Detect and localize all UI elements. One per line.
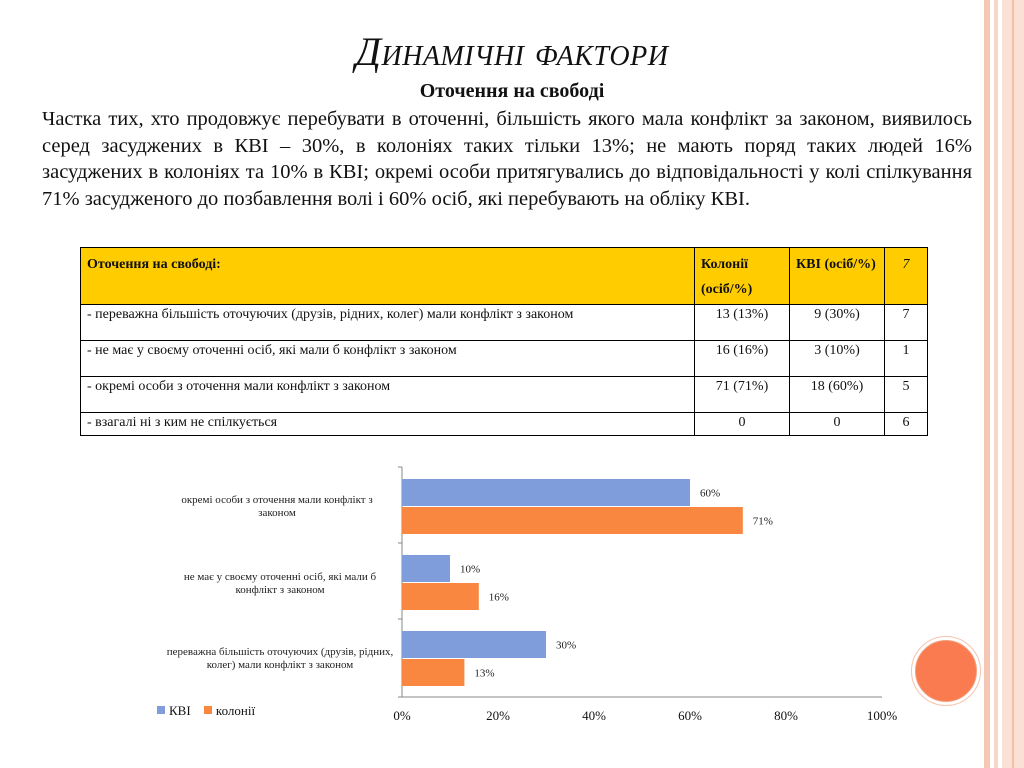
bar <box>402 479 690 506</box>
legend-label: КВІ <box>169 703 191 718</box>
data-label: 10% <box>460 563 481 576</box>
row-rank: 6 <box>885 413 928 436</box>
header-cell-kvi: КВІ (осіб/%) <box>790 248 885 305</box>
data-label: 71% <box>752 515 773 528</box>
x-tick-label: 0% <box>393 708 411 723</box>
data-table <box>80 247 928 436</box>
table-row <box>81 413 928 436</box>
table-header-row <box>81 248 928 305</box>
slide-title: Динамічні фактори <box>355 29 669 74</box>
row-kvi: 0 <box>790 413 885 436</box>
bar <box>402 555 450 582</box>
x-tick-label: 20% <box>486 708 510 723</box>
bar <box>402 507 743 534</box>
chart-legend <box>157 703 265 719</box>
legend-item <box>204 703 255 718</box>
bar <box>402 631 546 658</box>
row-rank: 5 <box>885 377 928 413</box>
row-rank: 7 <box>885 305 928 341</box>
row-label: - взагалі ні з ким не спілкується <box>81 413 695 436</box>
header-cell-environment: Оточення на свободі: <box>81 248 695 305</box>
data-label: 16% <box>488 591 509 604</box>
legend-swatch <box>157 706 165 714</box>
slide-subtitle: Оточення на свободі <box>419 80 605 102</box>
data-label: 60% <box>700 487 721 500</box>
header-cell-rank: 7 <box>885 248 928 305</box>
category-label: не має у своєму оточенні осіб, які мали б конфлікт з законом <box>183 571 377 596</box>
row-kvi: 9 (30%) <box>790 305 885 341</box>
table-row <box>81 377 928 413</box>
data-label: 13% <box>474 667 495 680</box>
x-tick-label: 100% <box>866 708 898 723</box>
header-cell-colonies: Колонії (осіб/%) <box>695 248 790 305</box>
legend-item <box>157 703 194 718</box>
decor-circle <box>915 640 977 702</box>
x-tick-label: 80% <box>774 708 798 723</box>
row-kvi: 18 (60%) <box>790 377 885 413</box>
body-paragraph: Частка тих, хто продовжує перебувати в оточенні, більшість якого мала конфлікт за законом, виявилось серед засуджених в КВІ – 30%, в колоніях таких тільки 13%; не мають поряд таких людей 16% засуджених в колоніях та 10% в КВІ; окремі особи притягувались до відповідальності у колі спілкування 71% засудженого до позбавлення волі і 60% осіб, які перебувають на обліку КВІ. <box>42 108 972 210</box>
legend-swatch <box>204 706 212 714</box>
category-label: окремі особи з оточення мали конфлікт з законом <box>181 494 373 519</box>
table-row <box>81 341 928 377</box>
x-tick-label: 40% <box>582 708 606 723</box>
category-label: переважна більшість оточуючих (друзів, рідних, колег) мали конфлікт з законом <box>166 646 394 671</box>
decor-stripe <box>1012 0 1014 768</box>
data-label: 30% <box>556 639 577 652</box>
legend-label: колонії <box>215 703 256 718</box>
row-label: - не має у своєму оточенні осіб, які мали б конфлікт з законом <box>81 341 695 377</box>
row-label: - переважна більшість оточуючих (друзів, рідних, колег) мали конфлікт з законом <box>81 305 695 341</box>
row-colonies: 13 (13%) <box>695 305 790 341</box>
row-colonies: 0 <box>695 413 790 436</box>
row-colonies: 16 (16%) <box>695 341 790 377</box>
table-row <box>81 305 928 341</box>
row-label: - окремі особи з оточення мали конфлікт з законом <box>81 377 695 413</box>
row-rank: 1 <box>885 341 928 377</box>
x-tick-label: 60% <box>678 708 702 723</box>
decor-stripe <box>994 0 998 768</box>
bar <box>402 583 479 610</box>
bar <box>402 659 464 686</box>
row-kvi: 3 (10%) <box>790 341 885 377</box>
row-colonies: 71 (71%) <box>695 377 790 413</box>
decor-stripe <box>984 0 990 768</box>
